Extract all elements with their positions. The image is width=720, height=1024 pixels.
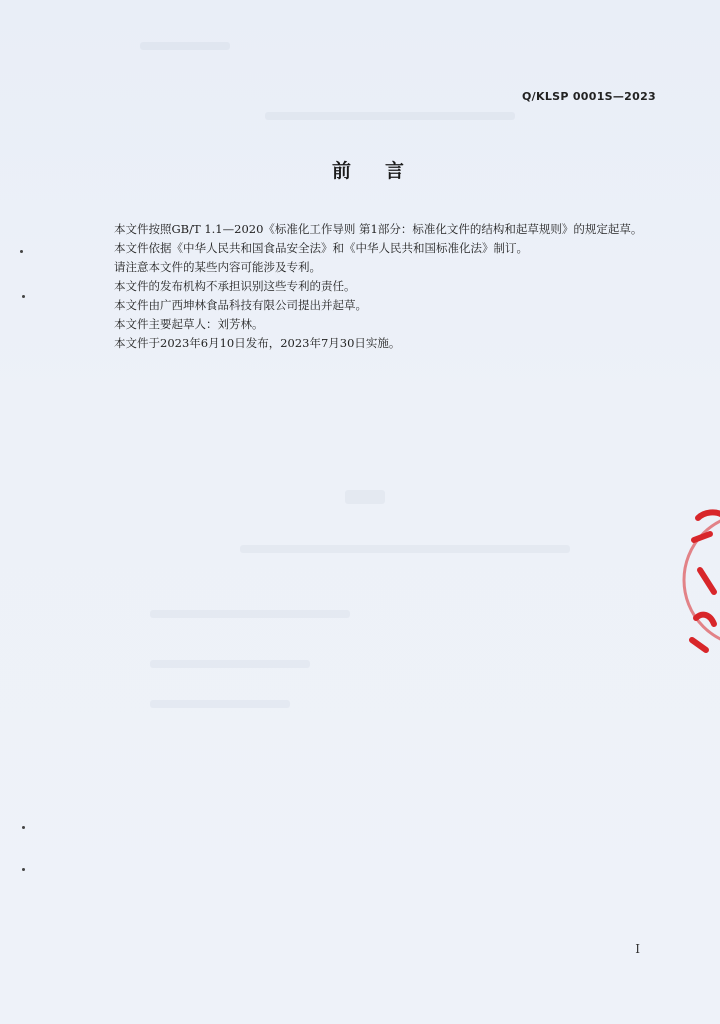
scan-speck <box>22 295 25 298</box>
bleed-through-line <box>265 112 515 120</box>
scan-speck <box>22 868 25 871</box>
bleed-through-line <box>140 42 230 50</box>
document-body <box>90 220 660 353</box>
scan-speck <box>20 250 23 253</box>
paragraph: 本文件依据《中华人民共和国食品安全法》和《中华人民共和国标准化法》制订。 <box>114 241 528 255</box>
paragraph: 本文件按照GB/T 1.1—2020《标准化工作导则 第1部分：标准化文件的结构和起草规则》的规定起草。 <box>114 222 643 236</box>
standard-code: Q/KLSP 0001S—2023 <box>522 90 656 103</box>
paragraph: 本文件于2023年6月10日发布，2023年7月30日实施。 <box>114 336 401 350</box>
paragraph: 本文件的发布机构不承担识别这些专利的责任。 <box>114 279 356 293</box>
scan-speck <box>22 826 25 829</box>
paragraph: 本文件主要起草人：刘芳林。 <box>114 317 264 331</box>
bleed-through-line <box>345 490 385 504</box>
bleed-through-line <box>240 545 570 553</box>
red-seal-stamp <box>680 500 720 660</box>
bleed-through-line <box>150 610 350 618</box>
page-number: I <box>635 942 640 956</box>
bleed-through-line <box>150 700 290 708</box>
bleed-through-line <box>150 660 310 668</box>
page-title: 前言 <box>331 160 438 182</box>
paragraph: 请注意本文件的某些内容可能涉及专利。 <box>114 260 321 274</box>
paragraph: 本文件由广西坤林食品科技有限公司提出并起草。 <box>114 298 367 312</box>
